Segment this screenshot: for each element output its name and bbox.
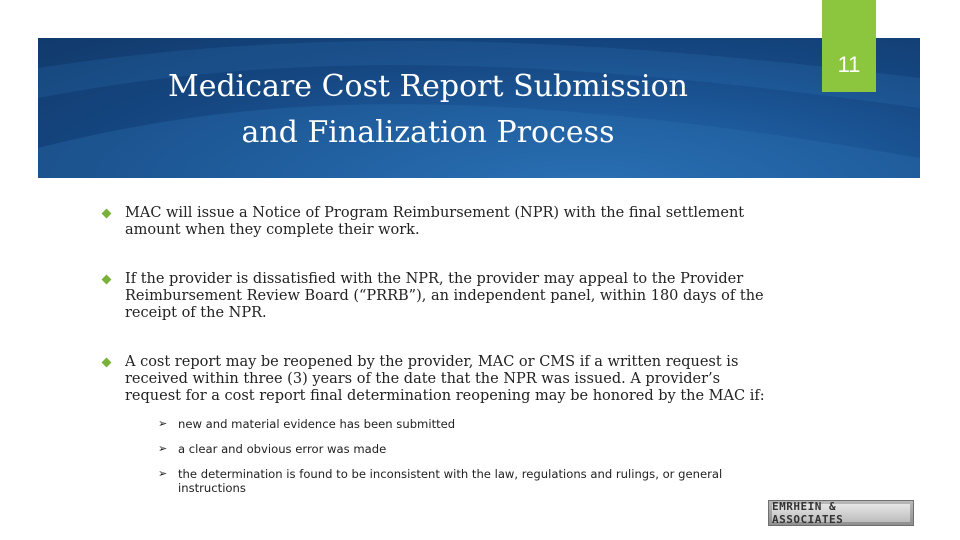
arrow-bullet-icon: ➢ xyxy=(158,442,168,455)
arrow-bullet-icon: ➢ xyxy=(158,417,168,430)
sub-bullet-item xyxy=(158,467,738,495)
bullet-text: MAC will issue a Notice of Program Reimbursement (NPR) with the final settlement amount when they complete their work. xyxy=(125,205,745,238)
arrow-bullet-icon: ➢ xyxy=(158,467,168,480)
bullet-item xyxy=(100,354,780,405)
diamond-bullet-icon xyxy=(102,358,112,368)
bullet-item xyxy=(100,205,780,239)
company-logo xyxy=(768,500,914,526)
title-banner xyxy=(38,38,920,178)
sub-bullet-list xyxy=(158,417,780,495)
bullet-text: A cost report may be reopened by the provider, MAC or CMS if a written request is received within three (3) years of the date that the NPR was issued. A provider’s request for a cost report final determination reopening may be honored by the MAC if: xyxy=(125,354,765,404)
sub-bullet-item xyxy=(158,442,738,456)
sub-bullet-text: a clear and obvious error was made xyxy=(178,442,387,456)
bullet-item xyxy=(100,271,780,322)
slide-content xyxy=(100,205,780,506)
slide-title: Medicare Cost Report Submission and Finalization Process xyxy=(167,69,689,150)
sub-bullet-text: new and material evidence has been submitted xyxy=(178,417,456,431)
logo-text: EMRHEIN & ASSOCIATES xyxy=(772,504,910,522)
sub-bullet-item xyxy=(158,417,738,431)
diamond-bullet-icon xyxy=(102,209,112,219)
sub-bullet-text: the determination is found to be inconsistent with the law, regulations and rulings, or general instructions xyxy=(178,467,723,495)
slide-number: 11 xyxy=(822,0,876,92)
diamond-bullet-icon xyxy=(102,275,112,285)
bullet-text: If the provider is dissatisfied with the NPR, the provider may appeal to the Provider Reimbursement Review Board (“PRRB”), an independent panel, within 180 days of the receipt of the NPR. xyxy=(125,271,764,321)
